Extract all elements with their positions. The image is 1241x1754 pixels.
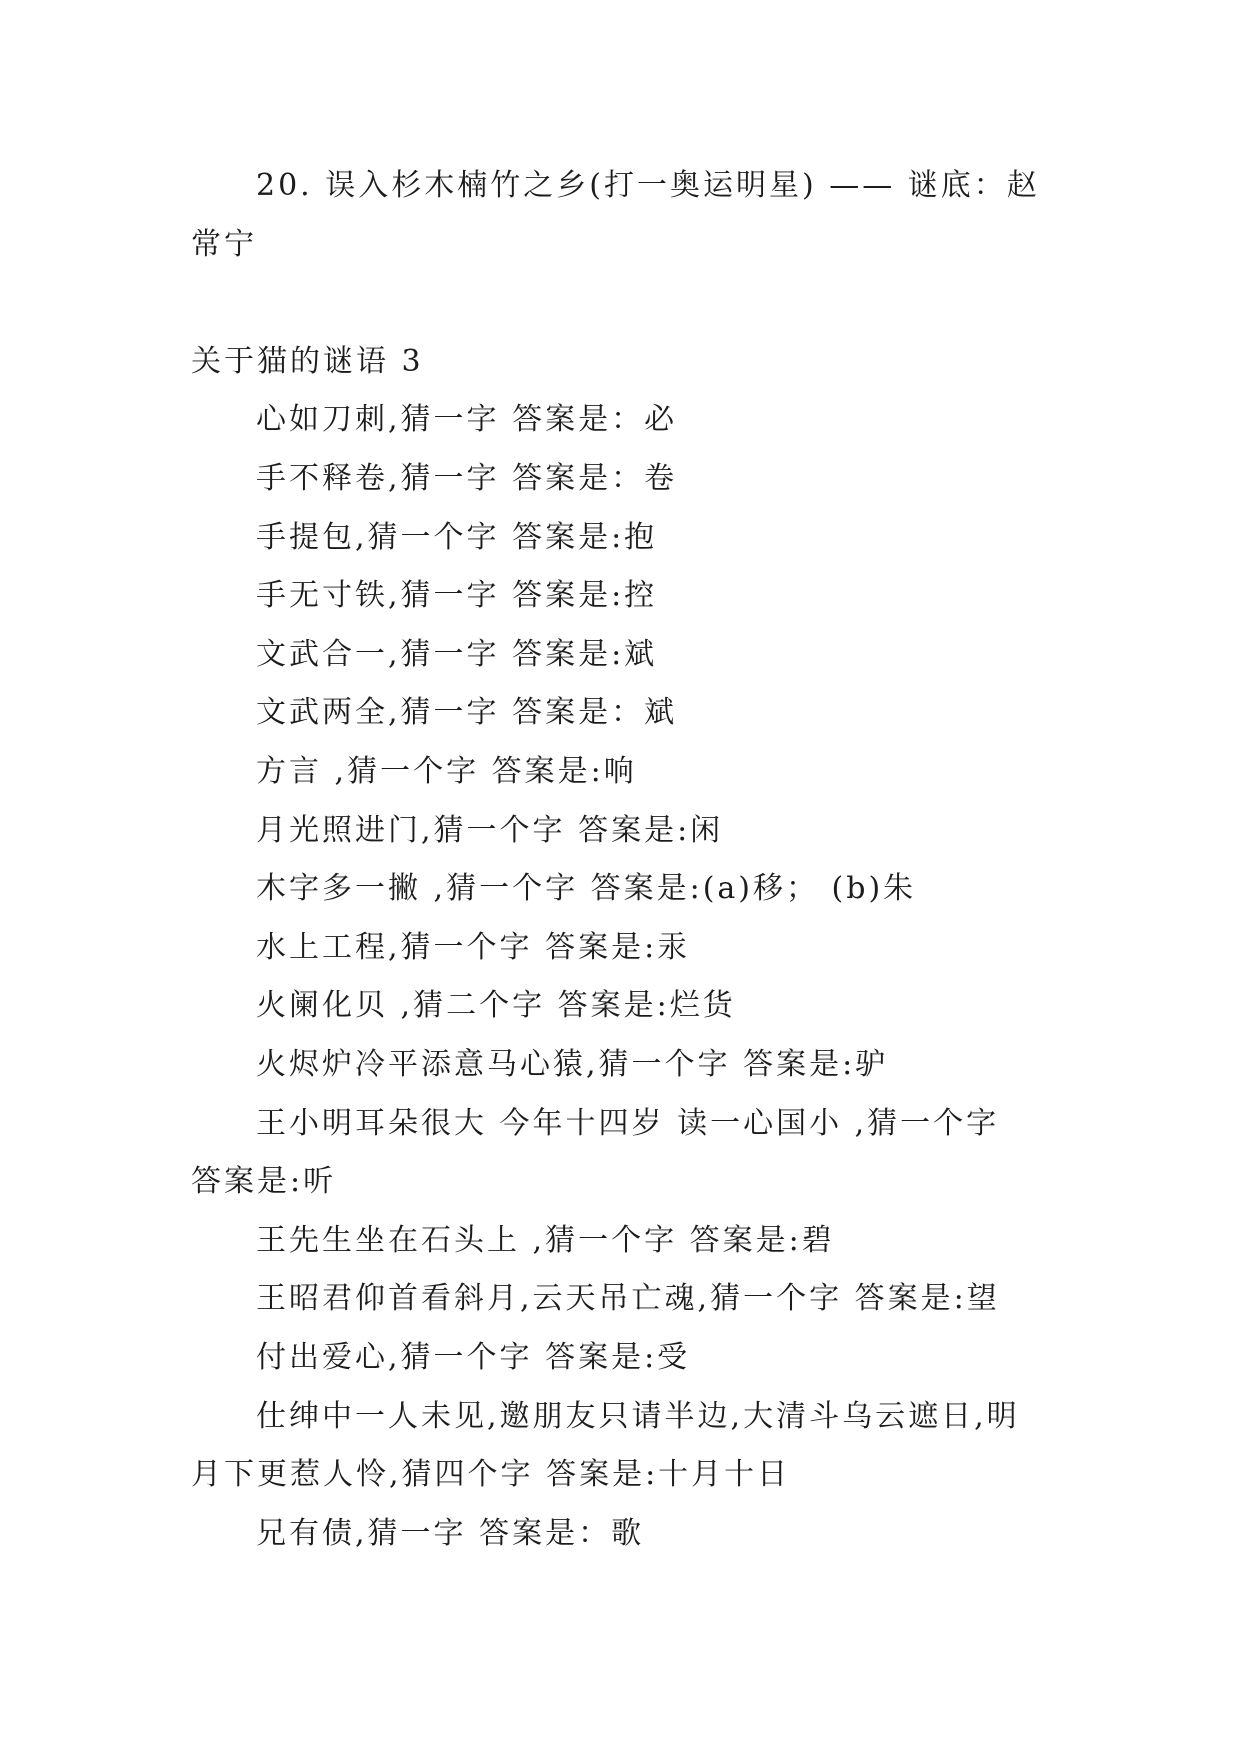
riddle-line: 月光照进门,猜一个字 答案是:闲	[256, 813, 724, 848]
riddle-line-continuation: 月下更惹人怜,猜四个字 答案是:十月十日	[191, 1457, 791, 1492]
riddle-line-continuation: 常宁	[191, 227, 257, 262]
riddle-line: 20. 误入杉木楠竹之乡(打一奥运明星) —— 谜底：赵	[256, 168, 1040, 203]
riddle-line-continuation: 答案是:听	[191, 1164, 337, 1199]
riddle-line: 木字多一撇 ,猜一个字 答案是:(a)移； (b)朱	[256, 871, 917, 906]
riddle-line: 王小明耳朵很大 今年十四岁 读一心国小 ,猜一个字	[256, 1106, 1000, 1141]
riddle-line: 心如刀刺,猜一字 答案是：必	[256, 402, 678, 437]
riddle-line: 火烬炉冷平添意马心猿,猜一个字 答案是:驴	[256, 1047, 889, 1082]
riddle-line: 火阑化贝 ,猜二个字 答案是:烂货	[256, 988, 736, 1023]
riddle-line: 方言 ,猜一个字 答案是:响	[256, 754, 637, 789]
riddle-line: 王昭君仰首看斜月,云天吊亡魂,猜一个字 答案是:望	[256, 1281, 1000, 1316]
riddle-line: 手不释卷,猜一字 答案是：卷	[256, 461, 678, 496]
riddle-line: 文武合一,猜一字 答案是:斌	[256, 637, 658, 672]
riddle-line: 兄有债,猜一字 答案是：歌	[256, 1516, 645, 1551]
riddle-line: 付出爱心,猜一个字 答案是:受	[256, 1340, 691, 1375]
riddle-line: 水上工程,猜一个字 答案是:汞	[256, 930, 691, 965]
section-heading: 关于猫的谜语 3	[191, 344, 424, 379]
riddle-line: 文武两全,猜一字 答案是：斌	[256, 695, 678, 730]
riddle-line: 手无寸铁,猜一字 答案是:控	[256, 578, 658, 613]
riddle-line: 手提包,猜一个字 答案是:抱	[256, 520, 658, 555]
riddle-line: 王先生坐在石头上 ,猜一个字 答案是:碧	[256, 1223, 835, 1258]
riddle-line: 仕绅中一人未见,邀朋友只请半边,大清斗乌云遮日,明	[256, 1399, 1020, 1434]
